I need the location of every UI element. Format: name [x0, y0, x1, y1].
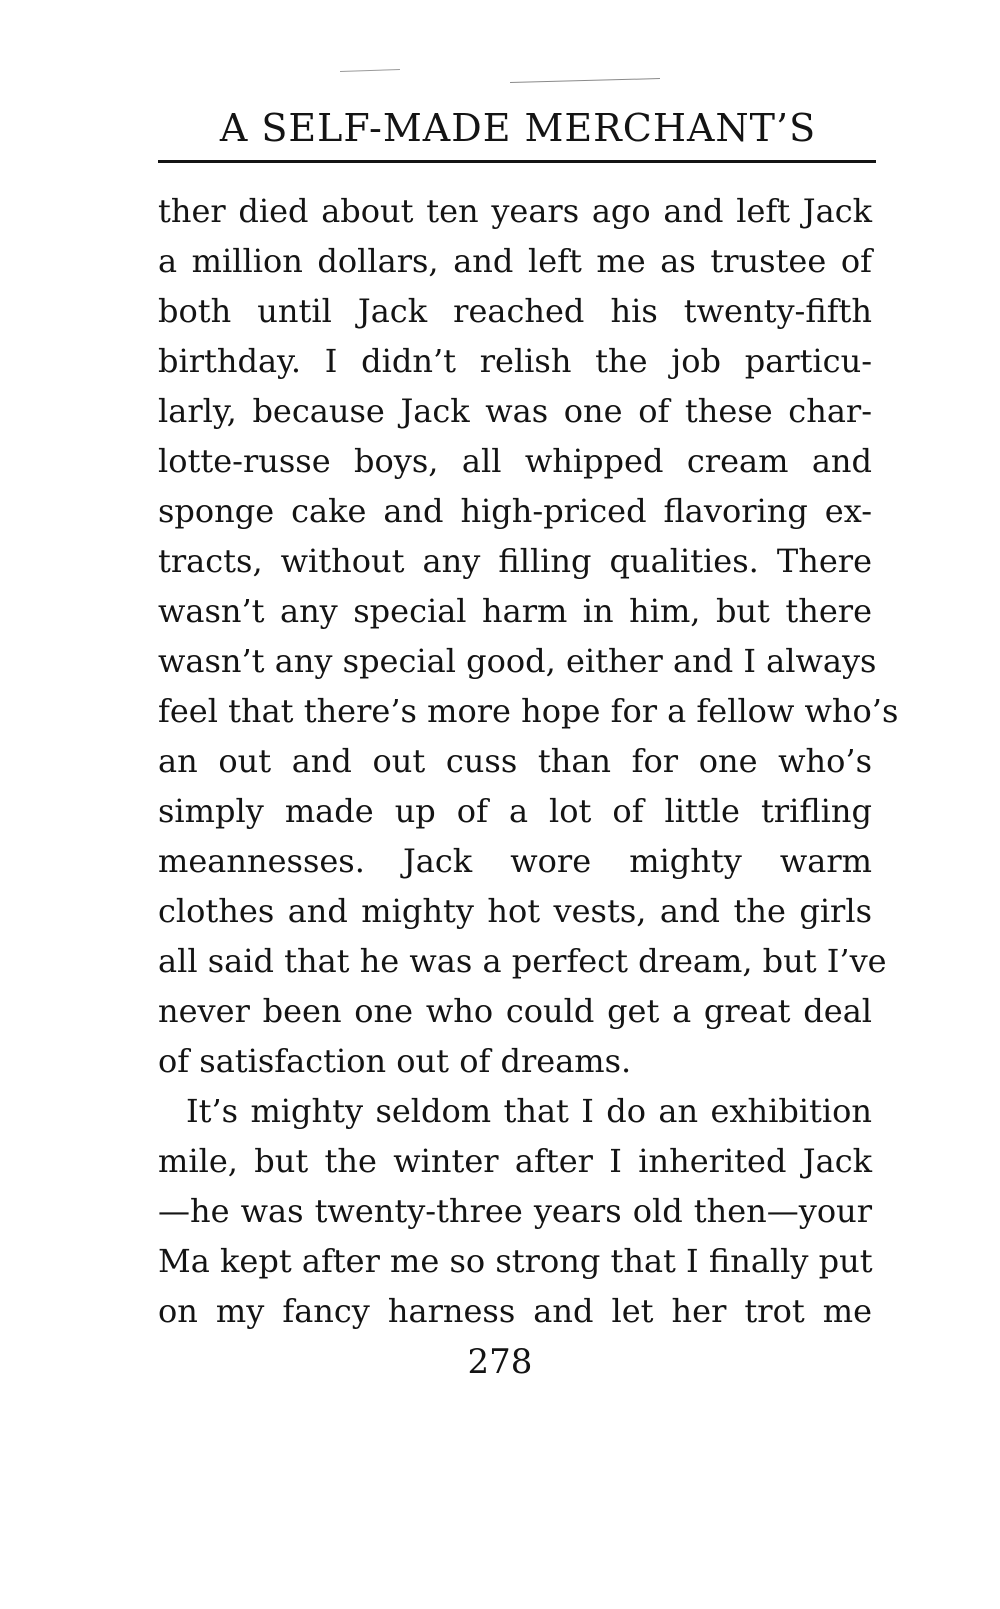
body-text [158, 186, 899, 1336]
header-rule [158, 160, 876, 163]
text-line: It’s mighty seldom that I do an exhibition [186, 1092, 872, 1130]
text-line: larly, because Jack was one of these char- [158, 392, 872, 430]
text-line: never been one who could get a great deal [158, 992, 872, 1030]
text-line: a million dollars, and left me as trustee of [158, 242, 872, 280]
text-line: sponge cake and high-priced flavoring ex- [158, 492, 872, 530]
text-line: meannesses. Jack wore mighty warm [158, 842, 872, 880]
text-line: tracts, without any filling qualities. There [158, 542, 872, 580]
text-line: birthday. I didn’t relish the job particu- [158, 342, 872, 380]
running-head: A SELF-MADE MERCHANT’S [219, 106, 817, 150]
text-line: feel that there’s more hope for a fellow who’s [158, 692, 899, 730]
text-line: ther died about ten years ago and left Jack [158, 192, 872, 230]
text-line: both until Jack reached his twenty-fifth [158, 292, 872, 330]
text-line: simply made up of a lot of little trifling [158, 792, 872, 830]
text-line: Ma kept after me so strong that I finally put [158, 1242, 873, 1280]
page-number: 278 [467, 1342, 533, 1382]
print-speck [340, 69, 400, 72]
text-line: wasn’t any special harm in him, but there [158, 592, 872, 630]
text-line: lotte-russe boys, all whipped cream and [158, 442, 872, 480]
text-line: all said that he was a perfect dream, but I’ve [158, 942, 887, 980]
print-speck [510, 78, 660, 83]
text-line: mile, but the winter after I inherited Jack [158, 1142, 872, 1180]
text-line: clothes and mighty hot vests, and the girls [158, 892, 872, 930]
text-line: on my fancy harness and let her trot me [158, 1292, 872, 1330]
text-line: —he was twenty-three years old then—your [158, 1192, 872, 1230]
text-line: of satisfaction out of dreams. [158, 1042, 632, 1080]
text-line: an out and out cuss than for one who’s [158, 742, 872, 780]
text-line: wasn’t any special good, either and I always [158, 642, 877, 680]
